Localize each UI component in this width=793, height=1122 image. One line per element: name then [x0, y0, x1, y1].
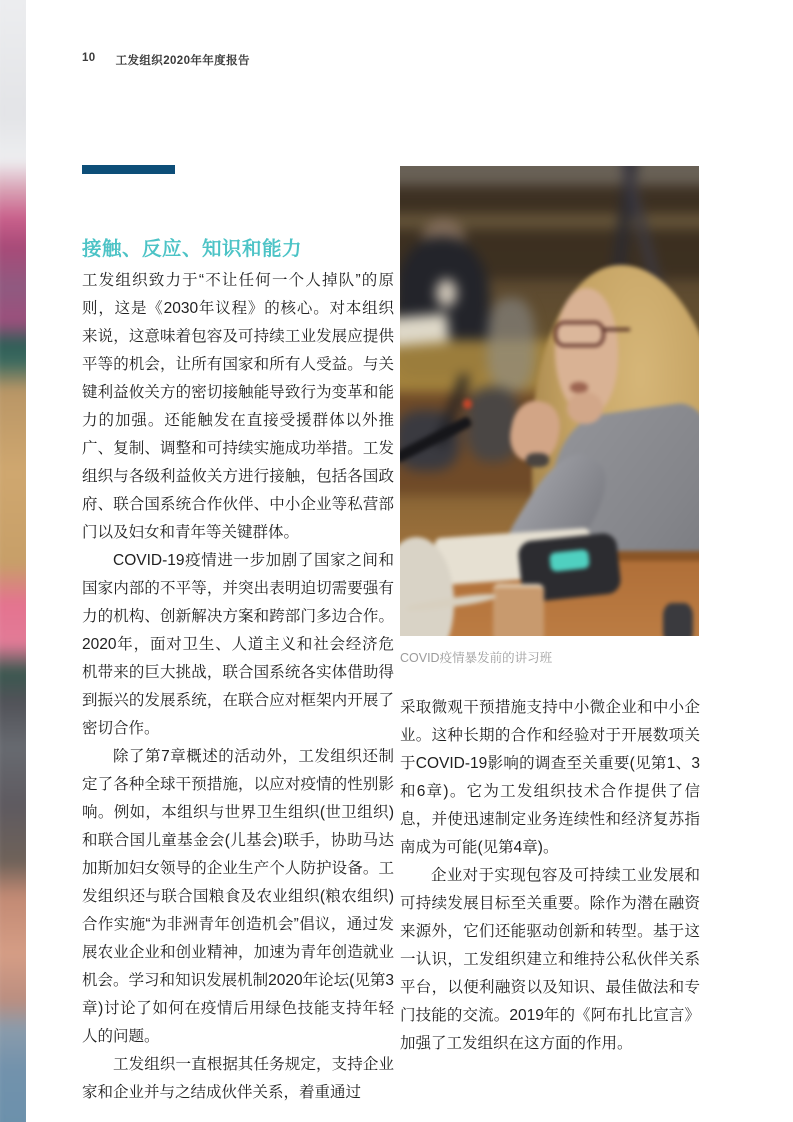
left-bleed-photo-strip [0, 0, 26, 1122]
photo-foreground-speaker [400, 166, 699, 636]
water-glass [493, 584, 544, 636]
paragraph: 工发组织一直根据其任务规定，支持企业家和企业并与之结成伙伴关系，着重通过 [82, 1056, 394, 1101]
paragraph: 除了第7章概述的活动外，工发组织还制定了各种全球干预措施，以应对疫情的性别影响。例如，本组织与世界卫生组织(世卫组织)和联合国儿童基金会(儿基会)联手，协助马达加斯加妇女领导的企业生产个人防护设备。工发组织还与联合国粮食及农业组织(粮农组织)合作实施“为非洲青年创造机会”倡议，通过发展农业企业和创业精神，加速为青年创造就业机会。学习和知识发展机制2020年论坛(见第3章)讨论了如何在疫情后用绿色技能支持年轻人的问题。 [82, 748, 394, 1045]
speaker-glasses [554, 321, 605, 347]
section-rule [82, 165, 175, 174]
report-title: 工发组织2020年年度报告 [115, 55, 250, 67]
paragraph: 工发组织致力于“不让任何一个人掉队”的原则，这是《2030年议程》的核心。对本组织来说，这意味着包容及可持续工业发展应提供平等的机会，让所有国家和所有人受益。与关键利益攸关方的密切接触能导致行为变革和能力的加强。还能触发在直接受援群体以外推广、复制、调整和可持续实施成功举措。工发组织与各级利益攸关方进行接触，包括各国政府、联合国系统合作伙伴、中小企业等私营部门以及妇女和青年等关键群体。 [82, 272, 394, 541]
running-header [82, 52, 250, 68]
paragraph: 企业对于实现包容及可持续工业发展和可持续发展目标至关重要。除作为潜在融资来源外，它们还能驱动创新和转型。基于这一认识，工发组织建立和维持公私伙伴关系平台，以便利融资以及知识、最佳做法和专门技能的交流。2019年的《阿布扎比宣言》加强了工发组织在这方面的作用。 [400, 867, 700, 1052]
left-text-column [82, 267, 394, 1107]
microphone [400, 416, 473, 464]
right-text-column [400, 694, 700, 1058]
section-heading: 接触、反应、知识和能力 [82, 238, 303, 260]
conference-photo [400, 166, 699, 636]
blurred-photo-gradient [0, 0, 26, 1122]
page-number: 10 [82, 52, 96, 64]
paragraph: COVID-19疫情进一步加剧了国家之间和国家内部的不平等，并突出表明迫切需要强有力的机构、创新解决方案和跨部门多边合作。2020年，面对卫生、人道主义和社会经济危机带来的巨大挑战，联合国系统各实体借助得到振兴的发展系统，在联合应对框架内开展了密切合作。 [82, 552, 394, 737]
photo-caption: COVID疫情暴发前的讲习班 [400, 651, 553, 665]
paragraph: 采取微观干预措施支持中小微企业和中小企业。这种长期的合作和经验对于开展数项关于COVID-19影响的调查至关重要(见第1、3和6章)。它为工发组织技术合作提供了信息，并使迅速制定业务连续性和经济复苏指南成为可能(见第4章)。 [400, 699, 700, 856]
